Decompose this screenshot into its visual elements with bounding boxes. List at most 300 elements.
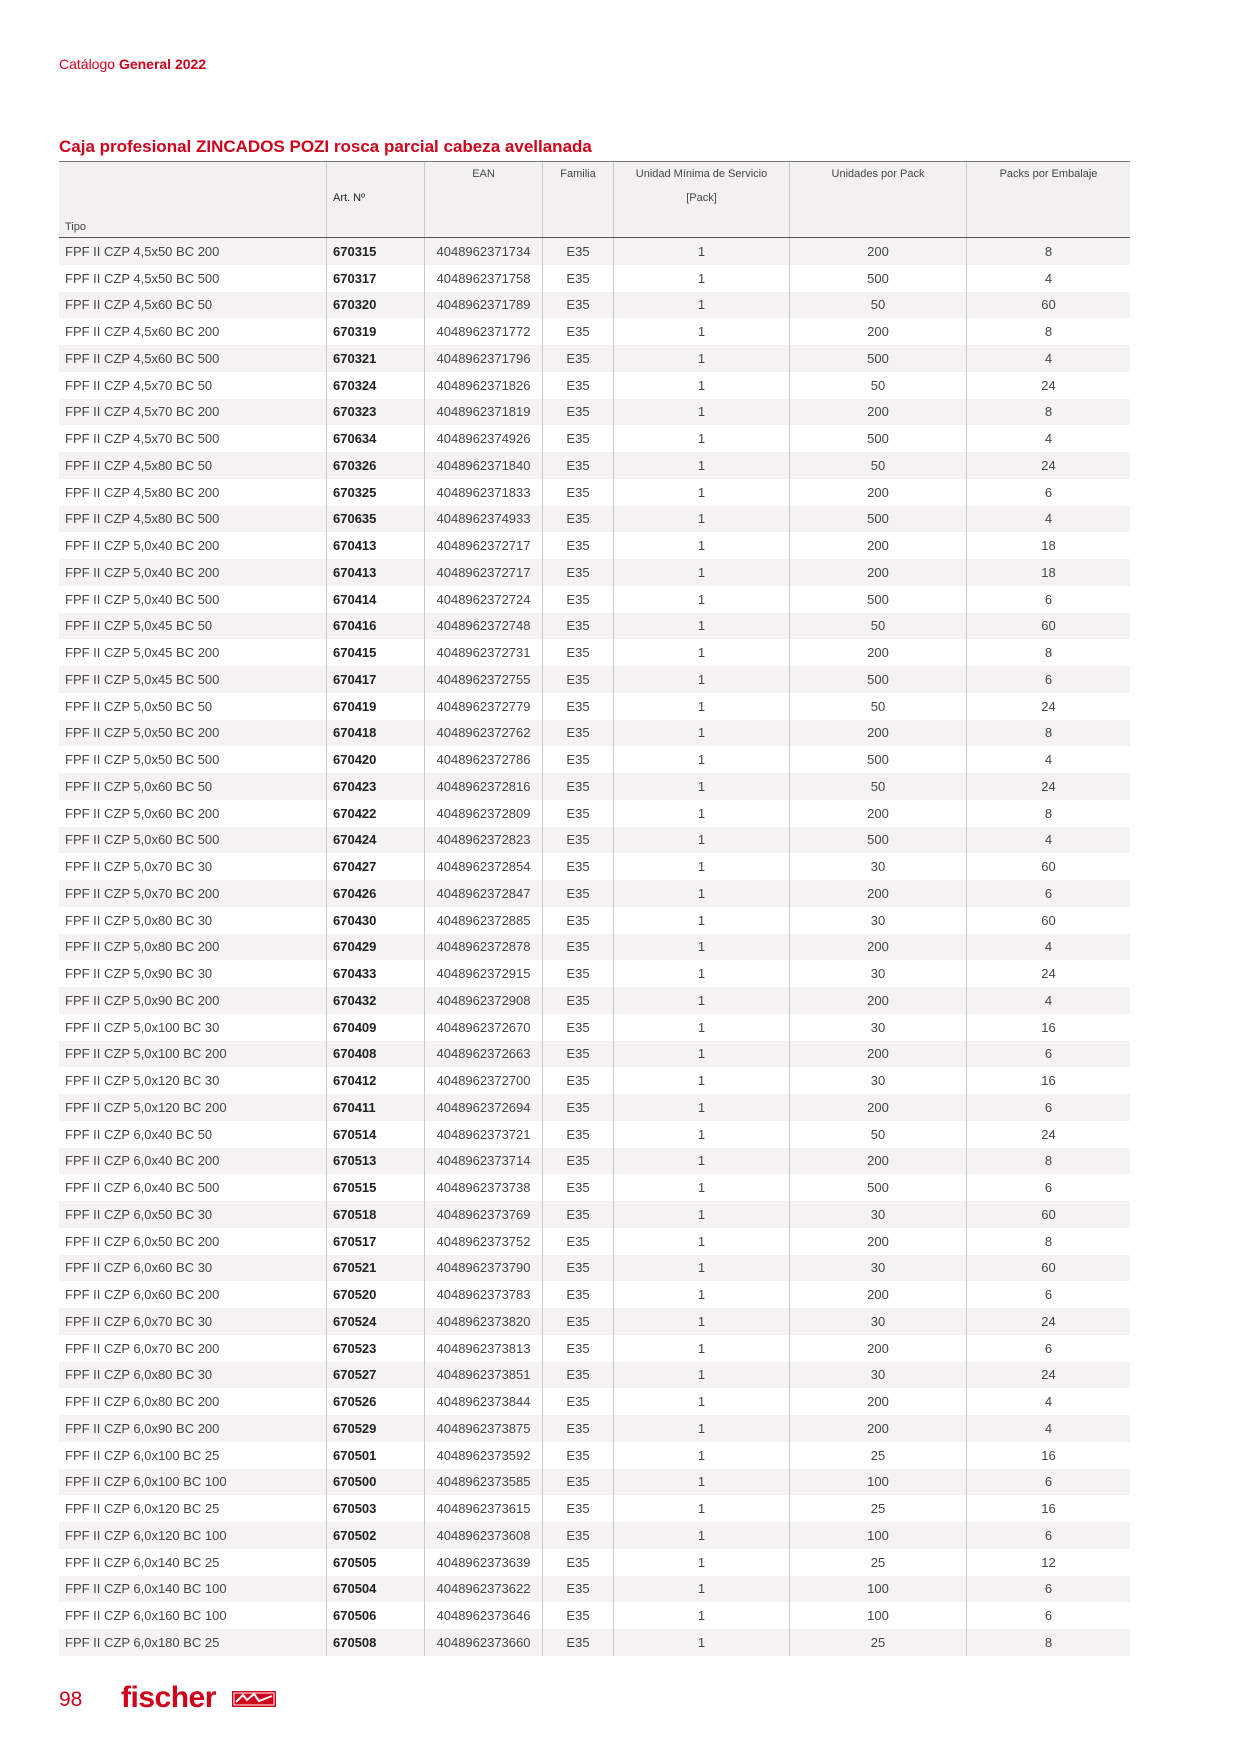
table-row — [59, 1495, 1130, 1522]
cell-ppack: 12 — [966, 1549, 1130, 1576]
cell-familia: E35 — [542, 265, 613, 292]
cell-ppack: 24 — [966, 773, 1130, 800]
cell-ean: 4048962371796 — [424, 345, 542, 372]
cell-tipo: FPF II CZP 6,0x40 BC 200 — [65, 1153, 220, 1169]
cell-familia: E35 — [542, 1148, 613, 1175]
table-row — [59, 1335, 1130, 1362]
cell-umin: 1 — [613, 1442, 789, 1469]
cell-umin: 1 — [613, 265, 789, 292]
cell-familia: E35 — [542, 773, 613, 800]
table-row — [59, 318, 1130, 345]
cell-familia: E35 — [542, 800, 613, 827]
cell-umin: 1 — [613, 586, 789, 613]
cell-ppack: 16 — [966, 1442, 1130, 1469]
cell-umin: 1 — [613, 1174, 789, 1201]
col-ppack-label: Packs por Embalaje — [999, 168, 1098, 180]
cell-art: 670515 — [326, 1174, 424, 1201]
cell-familia: E35 — [542, 693, 613, 720]
cell-umin: 1 — [613, 1469, 789, 1496]
cell-familia: E35 — [542, 292, 613, 319]
cell-ean: 4048962373738 — [424, 1174, 542, 1201]
cell-ppack: 16 — [966, 1014, 1130, 1041]
cell-familia: E35 — [542, 506, 613, 533]
cell-ean: 4048962372762 — [424, 720, 542, 747]
cell-tipo: FPF II CZP 5,0x100 BC 200 — [65, 1046, 227, 1062]
cell-familia: E35 — [542, 1602, 613, 1629]
cell-upack: 200 — [789, 479, 966, 506]
cell-ppack: 4 — [966, 425, 1130, 452]
cell-art: 670517 — [326, 1228, 424, 1255]
cell-art: 670523 — [326, 1335, 424, 1362]
col-ean-label: EAN — [472, 168, 495, 180]
cell-upack: 100 — [789, 1522, 966, 1549]
cell-upack: 200 — [789, 532, 966, 559]
cell-umin: 1 — [613, 1148, 789, 1175]
cell-familia: E35 — [542, 1174, 613, 1201]
cell-tipo: FPF II CZP 5,0x120 BC 200 — [65, 1099, 227, 1115]
cell-art: 670520 — [326, 1281, 424, 1308]
table-row — [59, 1629, 1130, 1656]
cell-umin: 1 — [613, 1094, 789, 1121]
cell-umin: 1 — [613, 238, 789, 265]
cell-upack: 100 — [789, 1469, 966, 1496]
cell-upack: 500 — [789, 1174, 966, 1201]
table-row — [59, 1255, 1130, 1282]
cell-upack: 200 — [789, 720, 966, 747]
section-title: Caja profesional ZINCADOS POZI rosca parcial cabeza avellanada — [59, 137, 592, 156]
cell-tipo: FPF II CZP 5,0x60 BC 500 — [65, 832, 220, 848]
table-row — [59, 1576, 1130, 1603]
cell-ppack: 4 — [966, 345, 1130, 372]
cell-upack: 200 — [789, 399, 966, 426]
cell-tipo: FPF II CZP 6,0x80 BC 30 — [65, 1367, 213, 1383]
cell-familia: E35 — [542, 586, 613, 613]
cell-ppack: 6 — [966, 1469, 1130, 1496]
cell-umin: 1 — [613, 559, 789, 586]
cell-familia: E35 — [542, 1041, 613, 1068]
table-header — [59, 162, 1130, 238]
cell-ppack: 8 — [966, 238, 1130, 265]
cell-ppack: 4 — [966, 987, 1130, 1014]
cell-upack: 200 — [789, 1415, 966, 1442]
cell-familia: E35 — [542, 479, 613, 506]
cell-tipo: FPF II CZP 6,0x70 BC 30 — [65, 1313, 213, 1329]
page-number: 98 — [59, 1688, 83, 1711]
cell-familia: E35 — [542, 238, 613, 265]
cell-umin: 1 — [613, 987, 789, 1014]
cell-familia: E35 — [542, 1121, 613, 1148]
cell-umin: 1 — [613, 345, 789, 372]
cell-ean: 4048962372885 — [424, 907, 542, 934]
cell-familia: E35 — [542, 1201, 613, 1228]
cell-familia: E35 — [542, 1014, 613, 1041]
cell-umin: 1 — [613, 452, 789, 479]
table-row — [59, 907, 1130, 934]
table-row — [59, 1469, 1130, 1496]
cell-tipo: FPF II CZP 6,0x120 BC 100 — [65, 1527, 227, 1543]
table-row — [59, 1014, 1130, 1041]
table-row — [59, 639, 1130, 666]
cell-art: 670321 — [326, 345, 424, 372]
cell-art: 670315 — [326, 238, 424, 265]
cell-ean: 4048962373844 — [424, 1388, 542, 1415]
cell-ean: 4048962371833 — [424, 479, 542, 506]
cell-familia: E35 — [542, 853, 613, 880]
cell-umin: 1 — [613, 1415, 789, 1442]
cell-tipo: FPF II CZP 4,5x80 BC 200 — [65, 484, 220, 500]
cell-tipo: FPF II CZP 5,0x70 BC 30 — [65, 859, 213, 875]
cell-ean: 4048962373585 — [424, 1469, 542, 1496]
table-row — [59, 720, 1130, 747]
col-header-umin — [613, 162, 789, 237]
cell-ppack: 8 — [966, 720, 1130, 747]
cell-upack: 200 — [789, 1148, 966, 1175]
cell-art: 670324 — [326, 372, 424, 399]
cell-familia: E35 — [542, 318, 613, 345]
cell-ean: 4048962372823 — [424, 827, 542, 854]
cell-familia: E35 — [542, 1442, 613, 1469]
cell-umin: 1 — [613, 720, 789, 747]
table-row — [59, 746, 1130, 773]
table-row — [59, 452, 1130, 479]
cell-tipo: FPF II CZP 5,0x40 BC 200 — [65, 564, 220, 580]
table-row — [59, 827, 1130, 854]
cell-familia: E35 — [542, 345, 613, 372]
col-umin-label-2: [Pack] — [686, 192, 717, 204]
cell-ean: 4048962373639 — [424, 1549, 542, 1576]
cell-tipo: FPF II CZP 6,0x60 BC 30 — [65, 1260, 213, 1276]
cell-art: 670409 — [326, 1014, 424, 1041]
cell-ppack: 6 — [966, 1522, 1130, 1549]
cell-ean: 4048962373622 — [424, 1576, 542, 1603]
table-row — [59, 1228, 1130, 1255]
cell-upack: 25 — [789, 1442, 966, 1469]
cell-tipo: FPF II CZP 5,0x40 BC 200 — [65, 538, 220, 554]
cell-ppack: 24 — [966, 452, 1130, 479]
cell-tipo: FPF II CZP 5,0x60 BC 200 — [65, 805, 220, 821]
cell-umin: 1 — [613, 1014, 789, 1041]
cell-upack: 200 — [789, 559, 966, 586]
table-row — [59, 1388, 1130, 1415]
cell-ean: 4048962372809 — [424, 800, 542, 827]
cell-umin: 1 — [613, 693, 789, 720]
cell-upack: 200 — [789, 880, 966, 907]
cell-umin: 1 — [613, 1522, 789, 1549]
cell-art: 670521 — [326, 1255, 424, 1282]
cell-tipo: FPF II CZP 5,0x50 BC 50 — [65, 698, 213, 714]
cell-tipo: FPF II CZP 5,0x45 BC 200 — [65, 645, 220, 661]
cell-tipo: FPF II CZP 6,0x120 BC 25 — [65, 1501, 220, 1517]
cell-umin: 1 — [613, 1576, 789, 1603]
cell-familia: E35 — [542, 1469, 613, 1496]
col-header-art — [326, 162, 424, 237]
cell-art: 670506 — [326, 1602, 424, 1629]
cell-umin: 1 — [613, 1335, 789, 1362]
col-header-familia — [542, 162, 613, 237]
table-row — [59, 1148, 1130, 1175]
cell-familia: E35 — [542, 1067, 613, 1094]
cell-ppack: 8 — [966, 399, 1130, 426]
cell-tipo: FPF II CZP 6,0x140 BC 25 — [65, 1554, 220, 1570]
cell-ppack: 24 — [966, 1308, 1130, 1335]
cell-ean: 4048962372915 — [424, 960, 542, 987]
table-row — [59, 613, 1130, 640]
table-row — [59, 1602, 1130, 1629]
cell-umin: 1 — [613, 1228, 789, 1255]
cell-ppack: 60 — [966, 292, 1130, 319]
table-row — [59, 1094, 1130, 1121]
cell-upack: 200 — [789, 1335, 966, 1362]
cell-art: 670427 — [326, 853, 424, 880]
cell-umin: 1 — [613, 1255, 789, 1282]
cell-ppack: 6 — [966, 1041, 1130, 1068]
cell-umin: 1 — [613, 532, 789, 559]
cell-ean: 4048962372717 — [424, 532, 542, 559]
cell-tipo: FPF II CZP 6,0x70 BC 200 — [65, 1340, 220, 1356]
cell-tipo: FPF II CZP 4,5x60 BC 500 — [65, 350, 220, 366]
table-row — [59, 1121, 1130, 1148]
cell-ppack: 24 — [966, 1362, 1130, 1389]
cell-umin: 1 — [613, 746, 789, 773]
cell-art: 670518 — [326, 1201, 424, 1228]
table-row — [59, 238, 1130, 265]
cell-ppack: 6 — [966, 586, 1130, 613]
cell-umin: 1 — [613, 1602, 789, 1629]
cell-ean: 4048962373752 — [424, 1228, 542, 1255]
cell-ean: 4048962373714 — [424, 1148, 542, 1175]
cell-umin: 1 — [613, 880, 789, 907]
cell-umin: 1 — [613, 960, 789, 987]
table-row — [59, 532, 1130, 559]
cell-ean: 4048962373790 — [424, 1255, 542, 1282]
cell-familia: E35 — [542, 372, 613, 399]
cell-tipo: FPF II CZP 6,0x100 BC 100 — [65, 1474, 227, 1490]
cell-umin: 1 — [613, 800, 789, 827]
cell-upack: 25 — [789, 1629, 966, 1656]
cell-art: 670513 — [326, 1148, 424, 1175]
cell-upack: 50 — [789, 372, 966, 399]
cell-ean: 4048962372878 — [424, 934, 542, 961]
cell-umin: 1 — [613, 1201, 789, 1228]
cell-art: 670500 — [326, 1469, 424, 1496]
cell-art: 670417 — [326, 666, 424, 693]
cell-art: 670634 — [326, 425, 424, 452]
cell-umin: 1 — [613, 1388, 789, 1415]
table-row — [59, 800, 1130, 827]
cell-art: 670413 — [326, 559, 424, 586]
cell-tipo: FPF II CZP 5,0x50 BC 200 — [65, 725, 220, 741]
cell-ean: 4048962371789 — [424, 292, 542, 319]
cell-art: 670413 — [326, 532, 424, 559]
cell-ean: 4048962371734 — [424, 238, 542, 265]
cell-art: 670429 — [326, 934, 424, 961]
cell-familia: E35 — [542, 639, 613, 666]
table-row — [59, 479, 1130, 506]
cell-umin: 1 — [613, 1121, 789, 1148]
col-header-tipo — [59, 162, 326, 237]
cell-ean: 4048962372755 — [424, 666, 542, 693]
cell-art: 670416 — [326, 613, 424, 640]
cell-tipo: FPF II CZP 4,5x70 BC 500 — [65, 431, 220, 447]
cell-ppack: 24 — [966, 1121, 1130, 1148]
cell-upack: 200 — [789, 1228, 966, 1255]
cell-tipo: FPF II CZP 6,0x140 BC 100 — [65, 1581, 227, 1597]
cell-tipo: FPF II CZP 5,0x50 BC 500 — [65, 752, 220, 768]
table-row — [59, 586, 1130, 613]
cell-ppack: 4 — [966, 265, 1130, 292]
cell-ppack: 6 — [966, 1335, 1130, 1362]
cell-tipo: FPF II CZP 6,0x40 BC 500 — [65, 1180, 220, 1196]
cell-familia: E35 — [542, 1308, 613, 1335]
table-row — [59, 265, 1130, 292]
cell-upack: 500 — [789, 827, 966, 854]
cell-familia: E35 — [542, 1228, 613, 1255]
cell-upack: 50 — [789, 292, 966, 319]
table-row — [59, 1067, 1130, 1094]
cell-art: 670422 — [326, 800, 424, 827]
cell-tipo: FPF II CZP 5,0x80 BC 30 — [65, 912, 213, 928]
cell-familia: E35 — [542, 1362, 613, 1389]
cell-upack: 200 — [789, 1281, 966, 1308]
cell-familia: E35 — [542, 613, 613, 640]
col-umin-label-1: Unidad Mínima de Servicio — [635, 168, 768, 180]
table-row — [59, 853, 1130, 880]
cell-ean: 4048962373769 — [424, 1201, 542, 1228]
cell-upack: 100 — [789, 1576, 966, 1603]
cell-ean: 4048962373851 — [424, 1362, 542, 1389]
cell-ean: 4048962373813 — [424, 1335, 542, 1362]
cell-upack: 50 — [789, 452, 966, 479]
cell-ppack: 16 — [966, 1495, 1130, 1522]
cell-ean: 4048962373721 — [424, 1121, 542, 1148]
table-row — [59, 1174, 1130, 1201]
table-row — [59, 1362, 1130, 1389]
cell-ppack: 24 — [966, 372, 1130, 399]
cell-art: 670508 — [326, 1629, 424, 1656]
cell-art: 670319 — [326, 318, 424, 345]
cell-upack: 50 — [789, 613, 966, 640]
cell-familia: E35 — [542, 1522, 613, 1549]
cell-ean: 4048962373660 — [424, 1629, 542, 1656]
cell-tipo: FPF II CZP 5,0x45 BC 50 — [65, 618, 213, 634]
cell-ppack: 4 — [966, 934, 1130, 961]
cell-ean: 4048962372779 — [424, 693, 542, 720]
cell-art: 670514 — [326, 1121, 424, 1148]
cell-upack: 200 — [789, 1041, 966, 1068]
cell-ppack: 60 — [966, 853, 1130, 880]
cell-upack: 200 — [789, 934, 966, 961]
table-row — [59, 372, 1130, 399]
cell-familia: E35 — [542, 1629, 613, 1656]
cell-art: 670411 — [326, 1094, 424, 1121]
table-row — [59, 880, 1130, 907]
cell-tipo: FPF II CZP 4,5x70 BC 50 — [65, 377, 213, 393]
cell-ean: 4048962372694 — [424, 1094, 542, 1121]
cell-ppack: 18 — [966, 559, 1130, 586]
cell-art: 670529 — [326, 1415, 424, 1442]
cell-upack: 50 — [789, 773, 966, 800]
table-row — [59, 1442, 1130, 1469]
cell-art: 670527 — [326, 1362, 424, 1389]
cell-ppack: 60 — [966, 613, 1130, 640]
cell-art: 670505 — [326, 1549, 424, 1576]
cell-umin: 1 — [613, 479, 789, 506]
table-row — [59, 425, 1130, 452]
cell-art: 670420 — [326, 746, 424, 773]
cell-ean: 4048962372786 — [424, 746, 542, 773]
cell-familia: E35 — [542, 666, 613, 693]
cell-umin: 1 — [613, 1495, 789, 1522]
cell-tipo: FPF II CZP 6,0x80 BC 200 — [65, 1394, 220, 1410]
cell-umin: 1 — [613, 666, 789, 693]
table-body — [59, 238, 1130, 1656]
col-upack-label: Unidades por Pack — [831, 168, 925, 180]
cell-ean: 4048962371819 — [424, 399, 542, 426]
cell-upack: 25 — [789, 1549, 966, 1576]
cell-familia: E35 — [542, 827, 613, 854]
col-art-label: Art. Nº — [333, 192, 366, 204]
cell-tipo: FPF II CZP 6,0x50 BC 30 — [65, 1206, 213, 1222]
cell-upack: 25 — [789, 1495, 966, 1522]
table-row — [59, 1549, 1130, 1576]
cell-ppack: 8 — [966, 1228, 1130, 1255]
cell-art: 670504 — [326, 1576, 424, 1603]
cell-umin: 1 — [613, 506, 789, 533]
cell-tipo: FPF II CZP 4,5x60 BC 50 — [65, 297, 213, 313]
cell-ean: 4048962371826 — [424, 372, 542, 399]
cell-umin: 1 — [613, 1629, 789, 1656]
cell-umin: 1 — [613, 934, 789, 961]
table-row — [59, 1201, 1130, 1228]
cell-art: 670526 — [326, 1388, 424, 1415]
cell-art: 670430 — [326, 907, 424, 934]
cell-upack: 30 — [789, 1362, 966, 1389]
cell-ppack: 60 — [966, 1255, 1130, 1282]
cell-tipo: FPF II CZP 4,5x60 BC 200 — [65, 324, 220, 340]
cell-upack: 50 — [789, 693, 966, 720]
cell-umin: 1 — [613, 399, 789, 426]
cell-ppack: 8 — [966, 800, 1130, 827]
cell-upack: 500 — [789, 345, 966, 372]
table-row — [59, 666, 1130, 693]
cell-ean: 4048962372748 — [424, 613, 542, 640]
table-row — [59, 399, 1130, 426]
cell-upack: 30 — [789, 1308, 966, 1335]
catalog-header — [59, 56, 206, 72]
cell-upack: 500 — [789, 506, 966, 533]
cell-art: 670414 — [326, 586, 424, 613]
cell-upack: 200 — [789, 987, 966, 1014]
cell-art: 670424 — [326, 827, 424, 854]
cell-tipo: FPF II CZP 4,5x70 BC 200 — [65, 404, 220, 420]
cell-upack: 500 — [789, 586, 966, 613]
cell-familia: E35 — [542, 934, 613, 961]
cell-upack: 500 — [789, 265, 966, 292]
cell-umin: 1 — [613, 372, 789, 399]
cell-ppack: 4 — [966, 827, 1130, 854]
cell-ppack: 8 — [966, 318, 1130, 345]
cell-tipo: FPF II CZP 5,0x90 BC 200 — [65, 992, 220, 1008]
cell-umin: 1 — [613, 613, 789, 640]
table-row — [59, 345, 1130, 372]
cell-upack: 200 — [789, 800, 966, 827]
cell-ean: 4048962373592 — [424, 1442, 542, 1469]
table-row — [59, 934, 1130, 961]
cell-familia: E35 — [542, 907, 613, 934]
svg-text:fischer: fischer — [121, 1681, 216, 1714]
table-row — [59, 1415, 1130, 1442]
table-row — [59, 559, 1130, 586]
